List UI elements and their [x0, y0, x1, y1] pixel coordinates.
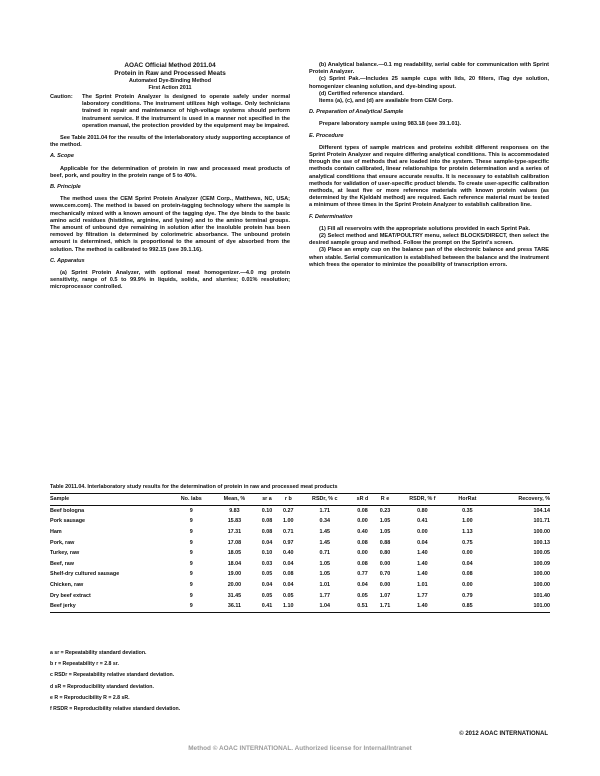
value-cell: 100.13: [533, 539, 550, 546]
value-cell: 104.14: [533, 507, 550, 514]
value-cell: 19.00: [227, 571, 242, 578]
value-cell: 0.00: [379, 582, 391, 589]
value-cell: 9: [189, 518, 193, 525]
value-cell: 1.04: [319, 603, 331, 610]
section-d-heading: D. Preparation of Analytical Sample: [309, 109, 404, 116]
license-watermark: Method © AOAC INTERNATIONAL. Authorized license for Internal/Intranet: [188, 745, 412, 752]
value-cell: 36.11: [227, 603, 242, 610]
value-cell: 0.79: [462, 592, 473, 599]
value-cell: 1.01: [417, 582, 428, 589]
value-cell: 1.40: [417, 560, 428, 567]
value-cell: 1.10: [283, 603, 294, 610]
value-cell: 0.70: [379, 571, 391, 578]
caution-label: Caution:: [50, 94, 73, 100]
sample-name-cell: Pork sausage: [50, 518, 86, 525]
value-cell: 0.05: [283, 592, 294, 599]
value-cell: 0.71: [319, 550, 331, 557]
value-cell: 101.00: [533, 603, 550, 610]
value-cell: 0.08: [261, 518, 273, 525]
col-header: sr a: [262, 496, 272, 503]
value-cell: 0.97: [283, 539, 294, 546]
value-cell: 0.80: [417, 507, 428, 514]
caution-text: The Sprint Protein Analyzer is designed to operate safely under normal laboratory conditions. The instrument utilizes high voltage. Only technicians trained in repair and maintenance of high-voltage systems should perform instrument service. If the instrument is used in a manner not specified in the operation manual, the protection provided by the equipment may be impaired.: [82, 94, 290, 129]
value-cell: 0.05: [261, 592, 273, 599]
footnote: e R = Reproducibility R = 2.8 sR.: [50, 694, 130, 701]
value-cell: 100.00: [533, 571, 550, 578]
caution-block: [50, 94, 290, 130]
col-header: HorRat: [458, 496, 477, 503]
value-cell: 0.23: [379, 507, 391, 514]
copyright: © 2012 AOAC INTERNATIONAL: [459, 731, 548, 737]
value-cell: 0.34: [319, 518, 331, 525]
footnote: d sR = Reproducibility standard deviation.: [50, 683, 154, 690]
sample-name-cell: Shelf-dry cultured sausage: [50, 571, 120, 578]
value-cell: 0.80: [379, 550, 391, 557]
value-cell: 0.77: [357, 571, 368, 578]
sample-name-cell: Ham: [50, 529, 62, 536]
value-cell: 0.04: [261, 582, 273, 589]
value-cell: 1.01: [319, 582, 331, 589]
method-subtitle: Automated Dye-Binding Method: [128, 78, 212, 84]
table-footnotes: [50, 648, 180, 715]
value-cell: 0.00: [357, 518, 368, 525]
value-cell: 0.08: [462, 571, 473, 578]
value-cell: 1.00: [462, 518, 473, 525]
value-cell: 0.03: [261, 560, 273, 567]
apparatus-note: Items (a), (c), and (d) are available from CEM Corp.: [319, 98, 453, 105]
col-header: sR d: [356, 496, 369, 503]
value-cell: 9: [189, 507, 193, 514]
value-cell: 0.88: [379, 539, 391, 546]
determination-step-2: (2) Select method and MEAT/POULTRY menu, select BLOCKS/DIRECT, then select the desired sample group and method. Follow the prompt on the Sprint's screen.: [309, 233, 549, 247]
section-a-text: Applicable for the determination of protein in raw and processed meat products of beef, pork, and poultry in the protein range of 5 to 40%.: [50, 165, 290, 179]
method-status: First Action 2011: [148, 85, 192, 91]
sample-name-cell: Beef jerky: [50, 603, 76, 610]
value-cell: 0.10: [261, 507, 273, 514]
value-cell: 31.45: [227, 592, 242, 599]
table-header-row: [50, 494, 550, 506]
value-cell: 17.08: [227, 539, 242, 546]
sample-name-cell: Turkey, raw: [50, 550, 80, 557]
table-row: [50, 516, 550, 527]
apparatus-item-a: (a) Sprint Protein Analyzer, with optional meat homogenizer.—4.0 mg protein sensitivity, range of 0.5 to 99.9% in liquids, solids, and slurries; 0.01% resolution; microprocessor controlled.: [50, 270, 290, 291]
section-d-text: Prepare laboratory sample using 983.18 (see 39.1.01).: [319, 121, 462, 128]
value-cell: 0.04: [283, 582, 294, 589]
value-cell: 100.00: [533, 529, 550, 536]
table-caption: Table 2011.04. Interlaboratory study results for the determination of protein in raw and processed meat products: [50, 484, 338, 490]
value-cell: 1.05: [379, 529, 391, 536]
value-cell: 0.41: [417, 518, 428, 525]
value-cell: 1.07: [379, 592, 391, 599]
value-cell: 1.45: [319, 539, 331, 546]
apparatus-item-c: (c) Sprint Pak.—Includes 25 sample cups with lids, 20 filters, iTag dye solution, homogenizer cleaning solution, and dye-binding spout.: [309, 76, 549, 90]
determination-step-3: (3) Place an empty cup on the balance pan of the electronic balance and press TARE when stable. Serial communication is established between the balance and the instrument which frees the operator to minimize the possibility of transcription errors.: [309, 247, 549, 268]
table-row: [50, 505, 550, 516]
value-cell: 100.05: [533, 550, 550, 557]
value-cell: 0.04: [417, 539, 428, 546]
footnote: b r = Repeatability r = 2.8 sr.: [50, 661, 119, 668]
value-cell: 1.71: [319, 507, 331, 514]
value-cell: 0.04: [357, 582, 368, 589]
sample-name-cell: Chicken, raw: [50, 582, 84, 589]
sample-name-cell: Beef bologna: [50, 507, 85, 514]
value-cell: 0.08: [357, 539, 368, 546]
section-e-heading: E. Procedure: [309, 132, 344, 139]
value-cell: 0.27: [283, 507, 294, 514]
value-cell: 0.00: [379, 560, 391, 567]
value-cell: 0.05: [261, 571, 273, 578]
value-cell: 0.04: [283, 560, 294, 567]
method-title: Protein in Raw and Processed Meats: [114, 70, 226, 77]
sample-name-cell: Dry beef extract: [50, 592, 91, 599]
apparatus-item-b: (b) Analytical balance.—0.1 mg readability, serial cable for communication with Sprint Protein Analyzer.: [309, 62, 549, 76]
left-column: [50, 62, 290, 292]
results-table: [50, 493, 550, 613]
value-cell: 9: [189, 603, 193, 610]
table-row: [50, 548, 550, 559]
table-row: [50, 590, 550, 601]
value-cell: 0.04: [462, 560, 473, 567]
value-cell: 9: [189, 550, 193, 557]
col-header: R e: [380, 496, 390, 503]
value-cell: 0.08: [283, 571, 294, 578]
value-cell: 9: [189, 582, 193, 589]
col-header: Mean, %: [223, 496, 246, 503]
value-cell: 0.05: [357, 592, 368, 599]
value-cell: 0.51: [357, 603, 368, 610]
table-row: [50, 537, 550, 548]
value-cell: 9.83: [229, 507, 240, 514]
col-header: No. labs: [180, 496, 202, 503]
value-cell: 1.13: [462, 529, 473, 536]
value-cell: 20.00: [227, 582, 242, 589]
col-header: Recovery, %: [518, 496, 550, 503]
table-row: [50, 527, 550, 538]
value-cell: 18.05: [227, 550, 242, 557]
value-cell: 1.45: [319, 529, 331, 536]
value-cell: 9: [189, 560, 193, 567]
footnote: c RSDr = Repeatability relative standard deviation.: [50, 672, 175, 679]
value-cell: 0.08: [261, 529, 273, 536]
footnote: f RSDR = Reproducibility relative standard deviation.: [50, 706, 181, 713]
value-cell: 0.85: [462, 603, 473, 610]
value-cell: 1.00: [283, 518, 294, 525]
value-cell: 1.40: [417, 571, 428, 578]
section-b-heading: B. Principle: [50, 184, 81, 191]
value-cell: 9: [189, 592, 193, 599]
section-f-heading: F. Determination: [309, 213, 353, 220]
sample-name-cell: Beef, raw: [50, 560, 74, 567]
method-id: AOAC Official Method 2011.04: [124, 62, 216, 69]
right-column: [309, 62, 549, 269]
value-cell: 0.75: [462, 539, 473, 546]
section-a-heading: A. Scope: [50, 153, 74, 160]
value-cell: 1.77: [417, 592, 428, 599]
value-cell: 100.00: [533, 582, 550, 589]
value-cell: 101.40: [533, 592, 550, 599]
col-header: RSDR, % f: [409, 496, 436, 503]
table-row: [50, 580, 550, 591]
value-cell: 1.71: [379, 603, 391, 610]
value-cell: 0.00: [417, 529, 428, 536]
value-cell: 0.00: [357, 550, 368, 557]
section-c-heading: C. Apparatus: [50, 257, 85, 264]
sample-name-cell: Pork, raw: [50, 539, 75, 546]
intro-text: See Table 2011.04 for the results of the interlaboratory study supporting acceptance of the method.: [50, 135, 290, 149]
value-cell: 1.05: [379, 518, 391, 525]
table-row: [50, 559, 550, 570]
value-cell: 0.41: [261, 603, 273, 610]
value-cell: 1.40: [417, 603, 428, 610]
col-header: Sample: [50, 496, 70, 503]
value-cell: 15.83: [227, 518, 242, 525]
col-header: r b: [284, 496, 292, 503]
value-cell: 0.00: [462, 550, 473, 557]
value-cell: 0.04: [261, 539, 273, 546]
table-row: [50, 601, 550, 612]
value-cell: 1.05: [319, 560, 331, 567]
value-cell: 0.71: [283, 529, 294, 536]
value-cell: 9: [189, 539, 193, 546]
value-cell: 0.10: [261, 550, 273, 557]
apparatus-item-d: (d) Certified reference standard.: [319, 90, 404, 97]
value-cell: 100.09: [533, 560, 550, 567]
value-cell: 0.35: [462, 507, 473, 514]
value-cell: 9: [189, 571, 193, 578]
value-cell: 0.40: [357, 529, 368, 536]
section-b-text: The method uses the CEM Sprint Protein Analyzer (CEM Corp., Matthews, NC, USA; www.cem.com). The method is based on protein-tagging technology where the sample is mechanically mixed with a known amount of the tagging dye. The dye binds to the basic amino acid residues (histidine, arginine, and lysine) and to the amino terminal groups. The amount of unbound dye remaining in solution after the insoluble protein has been removed by filtration is determined by colorimetric absorbance. The unbound protein amount is determined, which is proportional to the amount of dye absorbed from the solution. The method is calibrated to 992.15 (see 39.1.16).: [50, 196, 290, 253]
determination-step-1: (1) Fill all reservoirs with the appropriate solutions provided in each Sprint Pak.: [319, 225, 531, 232]
value-cell: 0.00: [462, 582, 473, 589]
value-cell: 18.04: [227, 560, 242, 567]
value-cell: 17.31: [227, 529, 242, 536]
section-e-text: Different types of sample matrices and proteins exhibit different responses on the Sprint Protein Analyzer and require differing analytical conditions. This is accommodated through the use of methods that are loaded into the system. These sample-type-specific methods contain calibrated, linear relationships for protein determination and a series of analytical conditions that ensure accurate results. It is necessary to establish calibration methods for validation of user-specific product blends. To create user-specific calibration methods, at least five or more reference materials with known protein values (as determined by the Kjeldahl method) are required. Each reference material must be tested a minimum of three times in the Sprint Protein Analyzer to establish calibration line.: [309, 144, 549, 209]
value-cell: 1.05: [319, 571, 331, 578]
value-cell: 0.08: [357, 560, 368, 567]
table-row: [50, 569, 550, 580]
value-cell: 0.08: [357, 507, 368, 514]
footnote: a sr = Repeatability standard deviation.: [50, 650, 147, 656]
col-header: RSDr, % c: [312, 496, 338, 503]
value-cell: 0.40: [283, 550, 294, 557]
value-cell: 101.71: [533, 518, 550, 525]
value-cell: 1.40: [417, 550, 428, 557]
value-cell: 1.77: [319, 592, 331, 599]
value-cell: 9: [189, 529, 193, 536]
